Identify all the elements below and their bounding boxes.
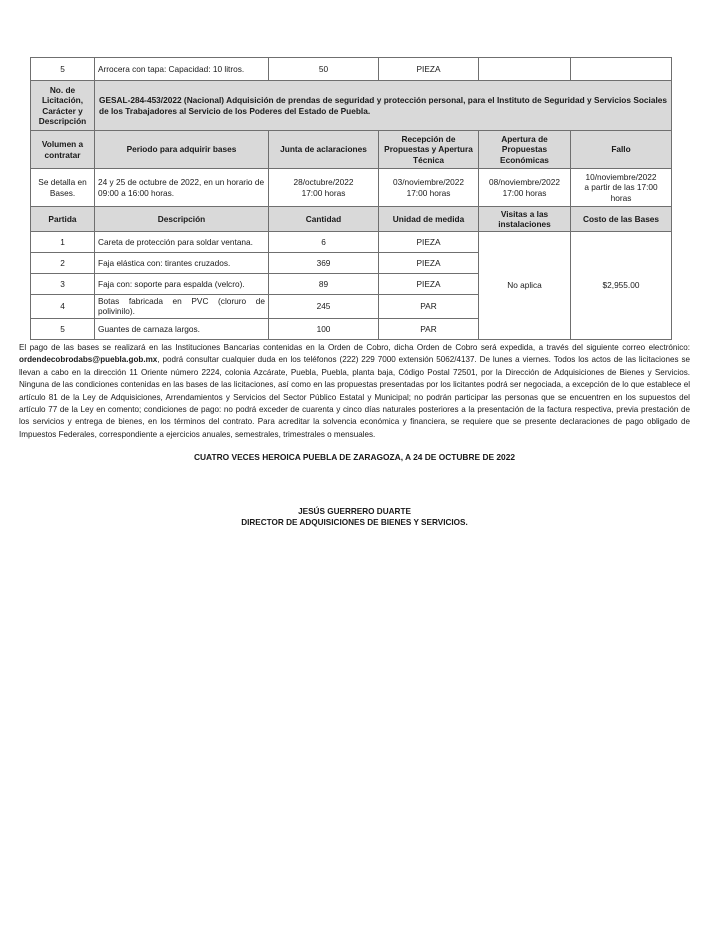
periodo-value: 24 y 25 de octubre de 2022, en un horario de 09:00 a 16:00 horas. xyxy=(95,169,269,207)
item-descripcion: Faja elástica con: tirantes cruzados. xyxy=(95,253,269,274)
item-cantidad: 369 xyxy=(269,253,379,274)
item-cantidad: 89 xyxy=(269,274,379,295)
fallo-fecha: 10/noviembre/2022 xyxy=(585,171,657,182)
header-recepcion: Recepción de Propuestas y Apertura Técnica xyxy=(379,131,479,169)
payment-conditions-paragraph xyxy=(19,342,690,441)
schedule-values-row xyxy=(31,169,672,207)
header-unidad: Unidad de medida xyxy=(379,207,479,232)
table-row xyxy=(31,58,672,81)
recepcion-value xyxy=(379,169,479,207)
licitacion-description: GESAL-284-453/2022 (Nacional) Adquisición de prendas de seguridad y protección personal, para el Instituto de Seguridad y Servicios Sociales de los Trabajadores al Servicio de los Poderes del Estado de Puebla. xyxy=(95,81,672,131)
email-address: ordendecobrodabs@puebla.gob.mx xyxy=(19,355,158,365)
junta-hora: 17:00 horas xyxy=(301,187,346,198)
junta-fecha: 28/octubre/2022 xyxy=(293,177,354,188)
fallo-value xyxy=(571,169,672,207)
licitacion-row xyxy=(31,81,672,131)
header-apertura: Apertura de Propuestas Económicas xyxy=(479,131,571,169)
items-header-row xyxy=(31,207,672,232)
junta-value xyxy=(269,169,379,207)
item-descripcion: Careta de protección para soldar ventana. xyxy=(95,232,269,253)
item-partida: 1 xyxy=(31,232,95,253)
item-cantidad: 245 xyxy=(269,295,379,319)
item-descripcion: Botas fabricada en PVC (cloruro de polivinilo). xyxy=(95,295,269,319)
item-partida: 3 xyxy=(31,274,95,295)
header-costo: Costo de las Bases xyxy=(571,207,672,232)
tender-table xyxy=(30,57,672,340)
recepcion-hora: 17:00 horas xyxy=(406,187,451,198)
item-partida: 2 xyxy=(31,253,95,274)
header-fallo: Fallo xyxy=(571,131,672,169)
recepcion-fecha: 03/noviembre/2022 xyxy=(392,177,465,188)
header-volumen: Volumen a contratar xyxy=(31,131,95,169)
item-unidad: PIEZA xyxy=(379,253,479,274)
apertura-value xyxy=(479,169,571,207)
signer-name: JESÚS GUERRERO DUARTE xyxy=(298,507,411,516)
table-row xyxy=(31,232,672,253)
item-descripcion: Faja con: soporte para espalda (velcro). xyxy=(95,274,269,295)
apertura-fecha: 08/noviembre/2022 xyxy=(488,177,561,188)
item-unidad: PAR xyxy=(379,318,479,339)
item-unidad: PAR xyxy=(379,295,479,319)
visitas-value: No aplica xyxy=(479,232,571,340)
partida-cell: 5 xyxy=(31,58,95,81)
paragraph-rest: , podrá consultar cualquier duda en los teléfonos (222) 229 7000 extensión 5062/4137. De lunes a viernes. Todos los actos de las licitaciones se llevan a cabo en la dirección 11 Oriente número 2224, colonia Azcárate, Puebla, Puebla, planta baja, Código Postal 72501, por la Dirección de Adquisiciones de Bienes y Servicios. Ninguna de las condiciones contenidas en las bases de las licitaciones, así como en las propuestas presentadas por los licitantes podrá ser negociada, a excepción de lo que establece el artículo 81 de la Ley de Adquisiciones, Arrendamientos y Servicios del Sector Público Estatal y Municipal; no podrán participar las personas que se encuentren en los supuestos del artículo 77 de la Ley en comento; condiciones de pago: no podrá exceder de cuarenta y cinco días naturales posteriores a la presentación de la factura respectiva, previa prestación de los servicios y entrega de bienes, en los términos del contrato. Para acreditar la solvencia económica y financiera, se requiere que se presente declaraciones de pago obligado de Impuestos Federales, correspondiente a ejercicios anuales, semestrales, trimestrales o mensuales. xyxy=(19,355,690,439)
empty-cell xyxy=(571,58,672,81)
header-descripcion: Descripción xyxy=(95,207,269,232)
item-cantidad: 100 xyxy=(269,318,379,339)
descripcion-cell: Arrocera con tapa: Capacidad: 10 litros. xyxy=(95,58,269,81)
signer-title: DIRECTOR DE ADQUISICIONES DE BIENES Y SERVICIOS. xyxy=(241,518,468,527)
apertura-hora: 17:00 horas xyxy=(502,187,547,198)
paragraph-intro: El pago de las bases se realizará en las Instituciones Bancarias contenidas en la Orden de Cobro, dicha Orden de Cobro será expedida, a través del siguiente correo electrónico: xyxy=(19,343,690,352)
fallo-hora: a partir de las 17:00 horas xyxy=(584,182,658,203)
item-unidad: PIEZA xyxy=(379,274,479,295)
volumen-value: Se detalla en Bases. xyxy=(31,169,95,207)
header-partida: Partida xyxy=(31,207,95,232)
item-descripcion: Guantes de carnaza largos. xyxy=(95,318,269,339)
cantidad-cell: 50 xyxy=(269,58,379,81)
header-cantidad: Cantidad xyxy=(269,207,379,232)
item-cantidad: 6 xyxy=(269,232,379,253)
empty-cell xyxy=(479,58,571,81)
schedule-header-row xyxy=(31,131,672,169)
header-visitas: Visitas a las instalaciones xyxy=(479,207,571,232)
unidad-cell: PIEZA xyxy=(379,58,479,81)
item-partida: 4 xyxy=(31,295,95,319)
item-unidad: PIEZA xyxy=(379,232,479,253)
licitacion-label: No. de Licitación, Carácter y Descripción xyxy=(31,81,95,131)
costo-value: $2,955.00 xyxy=(571,232,672,340)
header-junta: Junta de aclaraciones xyxy=(269,131,379,169)
place-date: CUATRO VECES HEROICA PUEBLA DE ZARAGOZA, A 24 DE OCTUBRE DE 2022 xyxy=(193,452,516,462)
item-partida: 5 xyxy=(31,318,95,339)
header-periodo: Periodo para adquirir bases xyxy=(95,131,269,169)
